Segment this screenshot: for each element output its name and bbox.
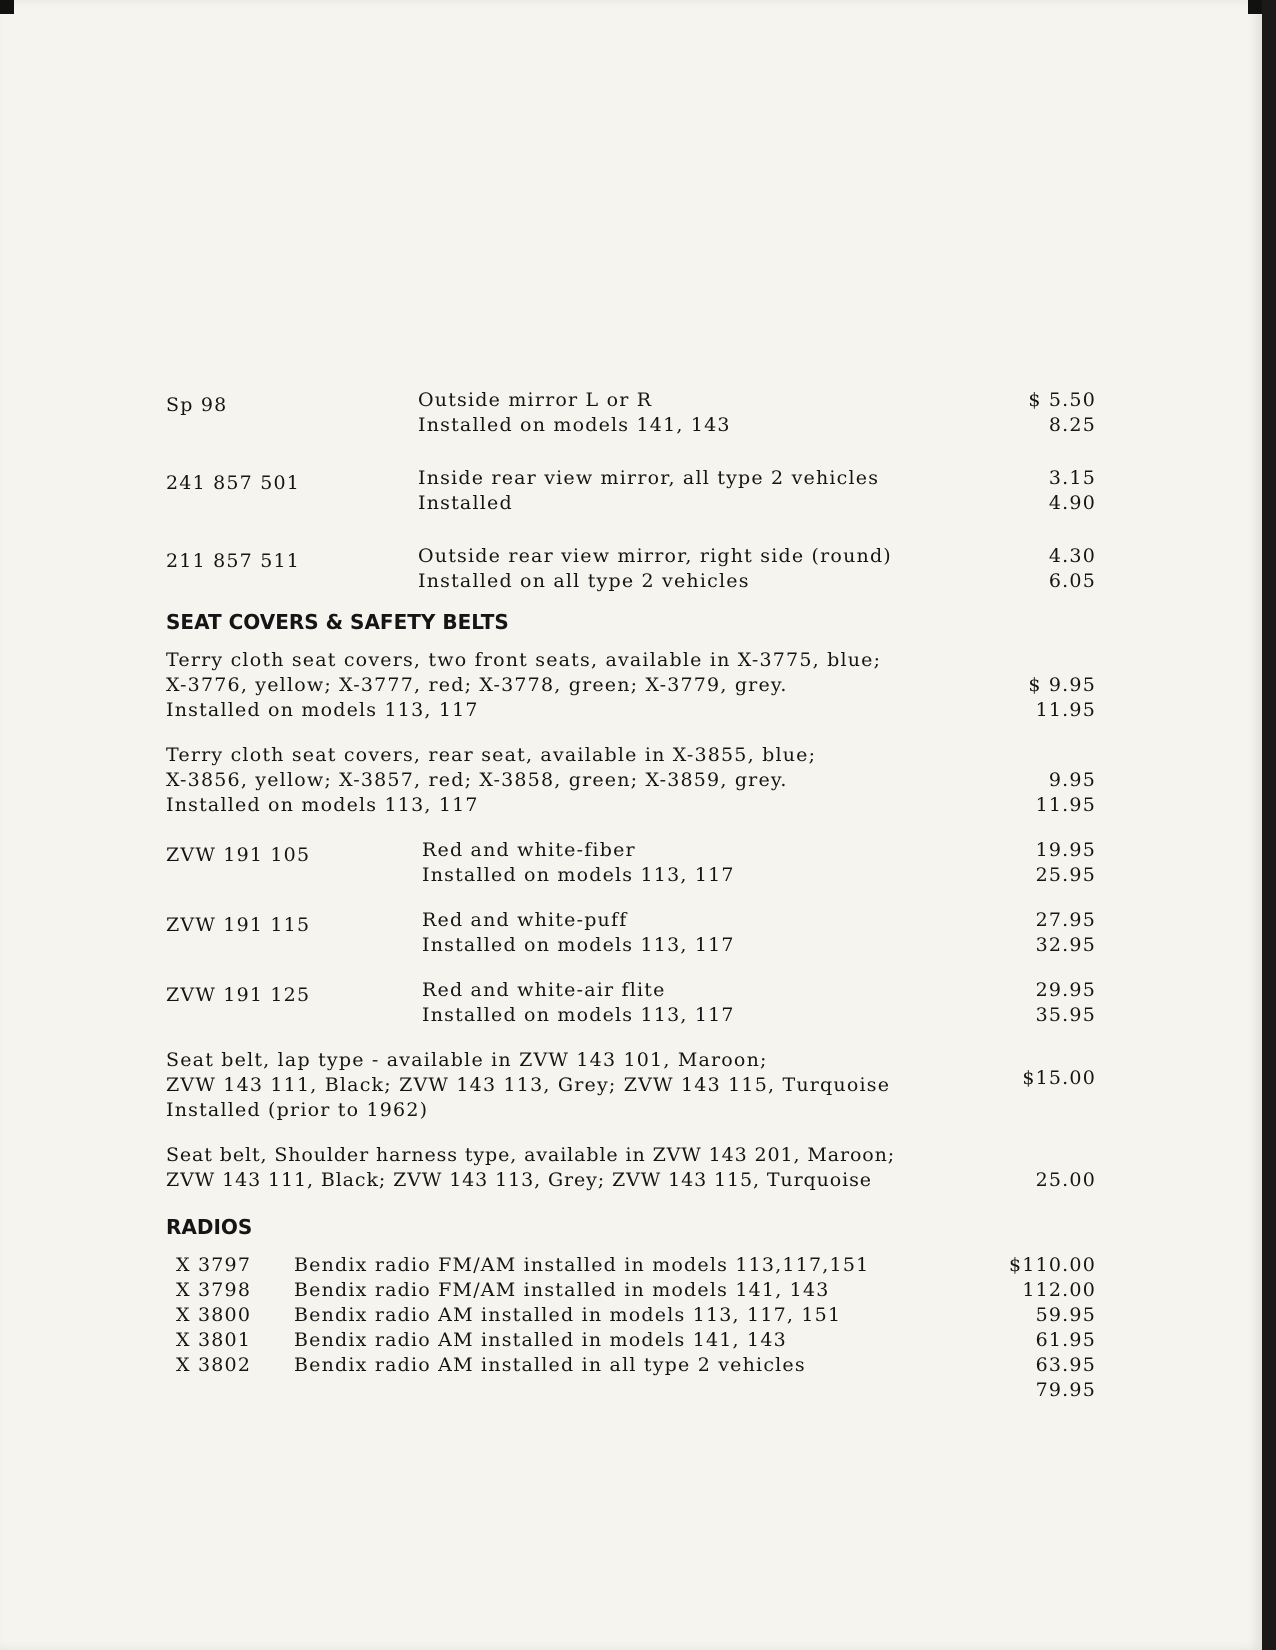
price-line: 19.95 [1035, 839, 1096, 861]
description-line: Installed on all type 2 vehicles [418, 570, 750, 592]
price-line: 32.95 [1035, 934, 1096, 956]
terry-rear-seat-covers [166, 743, 1096, 818]
item-price [996, 388, 1096, 438]
item-price: $110.00 [1009, 1254, 1096, 1276]
price-line: 35.95 [1035, 1004, 1096, 1026]
item-price: 112.00 [1022, 1279, 1096, 1301]
description-line: Seat belt, lap type - available in ZVW 143 101, Maroon; [166, 1049, 768, 1071]
item-price [996, 908, 1096, 958]
item-price: 79.95 [1035, 1379, 1096, 1401]
price-line: 9.95 [1048, 769, 1096, 791]
terry-front-seat-covers [166, 648, 1096, 723]
price-list [166, 388, 1096, 1403]
seat-cover-entry [166, 978, 1096, 1028]
description-line: Red and white-puff [422, 909, 628, 931]
description-line: X-3776, yellow; X-3777, red; X-3778, green; X-3779, grey. [166, 674, 788, 696]
description-line: Installed on models 113, 117 [166, 699, 479, 721]
price-line: 4.30 [1048, 545, 1096, 567]
part-number: X 3800 [176, 1304, 252, 1326]
seat-cover-entry [166, 908, 1096, 958]
part-number: Sp 98 [166, 394, 228, 416]
description-line: Installed on models 113, 117 [422, 864, 735, 886]
item-price: 61.95 [1035, 1329, 1096, 1351]
item-description: Bendix radio AM installed in models 113, 117, 151 [294, 1304, 842, 1326]
item-description [418, 466, 996, 516]
part-number: 211 857 511 [166, 550, 301, 572]
item-price [996, 544, 1096, 594]
description-line: Outside mirror L or R [418, 389, 653, 411]
scan-corner-mark [0, 0, 14, 14]
price-line: 27.95 [1035, 909, 1096, 931]
item-price [996, 978, 1096, 1028]
item-price [996, 838, 1096, 888]
item-description [166, 1143, 1016, 1193]
price-line: 6.05 [1048, 570, 1096, 592]
item-price [996, 466, 1096, 516]
item-price [986, 768, 1096, 818]
item-description [422, 838, 996, 888]
description-line: Installed on models 141, 143 [418, 414, 731, 436]
item-price [986, 673, 1096, 723]
description-line: ZVW 143 111, Black; ZVW 143 113, Grey; ZVW 143 115, Turquoise [166, 1074, 891, 1096]
item-description [418, 544, 996, 594]
radio-row [176, 1328, 1096, 1353]
item-description: Bendix radio FM/AM installed in models 113,117,151 [294, 1254, 870, 1276]
price-line: 11.95 [1035, 794, 1096, 816]
description-line: ZVW 143 111, Black; ZVW 143 113, Grey; ZVW 143 115, Turquoise [166, 1169, 872, 1191]
description-line: Installed on models 113, 117 [166, 794, 479, 816]
price-line: $ 5.50 [1028, 389, 1096, 411]
description-line: Terry cloth seat covers, rear seat, available in X-3855, blue; [166, 744, 817, 766]
price-line: 4.90 [1048, 492, 1096, 514]
item-description: Bendix radio AM installed in all type 2 vehicles [294, 1354, 806, 1376]
item-description [418, 388, 996, 438]
seat-cover-entry [166, 838, 1096, 888]
description-line: Terry cloth seat covers, two front seats, available in X-3775, blue; [166, 649, 882, 671]
lap-seat-belt [166, 1048, 1096, 1123]
part-number: 241 857 501 [166, 472, 301, 494]
mirror-entry [166, 388, 1096, 438]
radio-row [176, 1253, 1096, 1278]
part-number: X 3801 [176, 1329, 252, 1351]
mirror-entry [166, 466, 1096, 516]
scan-corner-mark [1248, 0, 1262, 14]
description-line: Inside rear view mirror, all type 2 vehicles [418, 467, 880, 489]
description-line: Installed on models 113, 117 [422, 1004, 735, 1026]
radio-list [176, 1253, 1096, 1403]
item-description [166, 1048, 986, 1123]
item-description: Bendix radio AM installed in models 141, 143 [294, 1329, 787, 1351]
description-line: Installed on models 113, 117 [422, 934, 735, 956]
description-line: Red and white-air flite [422, 979, 666, 1001]
description-line: Installed (prior to 1962) [166, 1099, 429, 1121]
item-price: 59.95 [1035, 1304, 1096, 1326]
part-number: ZVW 191 125 [166, 984, 311, 1006]
item-price: 25.00 [1035, 1169, 1096, 1191]
price-line: 3.15 [1048, 467, 1096, 489]
description-line: Red and white-fiber [422, 839, 636, 861]
description-line: Installed [418, 492, 513, 514]
price-line: 29.95 [1035, 979, 1096, 1001]
item-description [422, 978, 996, 1028]
part-number: X 3798 [176, 1279, 252, 1301]
description-line: Outside rear view mirror, right side (round) [418, 545, 892, 567]
price-line: 11.95 [1035, 699, 1096, 721]
price-line: 25.95 [1035, 864, 1096, 886]
item-description [166, 743, 986, 818]
part-number: ZVW 191 105 [166, 844, 311, 866]
item-description: Bendix radio FM/AM installed in models 141, 143 [294, 1279, 830, 1301]
mirror-entry [166, 544, 1096, 594]
description-line: X-3856, yellow; X-3857, red; X-3858, green; X-3859, grey. [166, 769, 788, 791]
section-heading: SEAT COVERS & SAFETY BELTS [166, 610, 509, 634]
item-price: $15.00 [1022, 1067, 1096, 1089]
part-number: ZVW 191 115 [166, 914, 311, 936]
section-heading: RADIOS [166, 1215, 253, 1239]
radio-row [176, 1353, 1096, 1378]
item-price: 63.95 [1035, 1354, 1096, 1376]
part-number: X 3797 [176, 1254, 252, 1276]
part-number: X 3802 [176, 1354, 252, 1376]
description-line: Seat belt, Shoulder harness type, available in ZVW 143 201, Maroon; [166, 1144, 896, 1166]
shoulder-harness-seat-belt [166, 1143, 1096, 1193]
radio-row [176, 1303, 1096, 1328]
item-description [166, 648, 986, 723]
radio-row [176, 1278, 1096, 1303]
price-line: 8.25 [1048, 414, 1096, 436]
price-line: $ 9.95 [1028, 674, 1096, 696]
item-description [422, 908, 996, 958]
